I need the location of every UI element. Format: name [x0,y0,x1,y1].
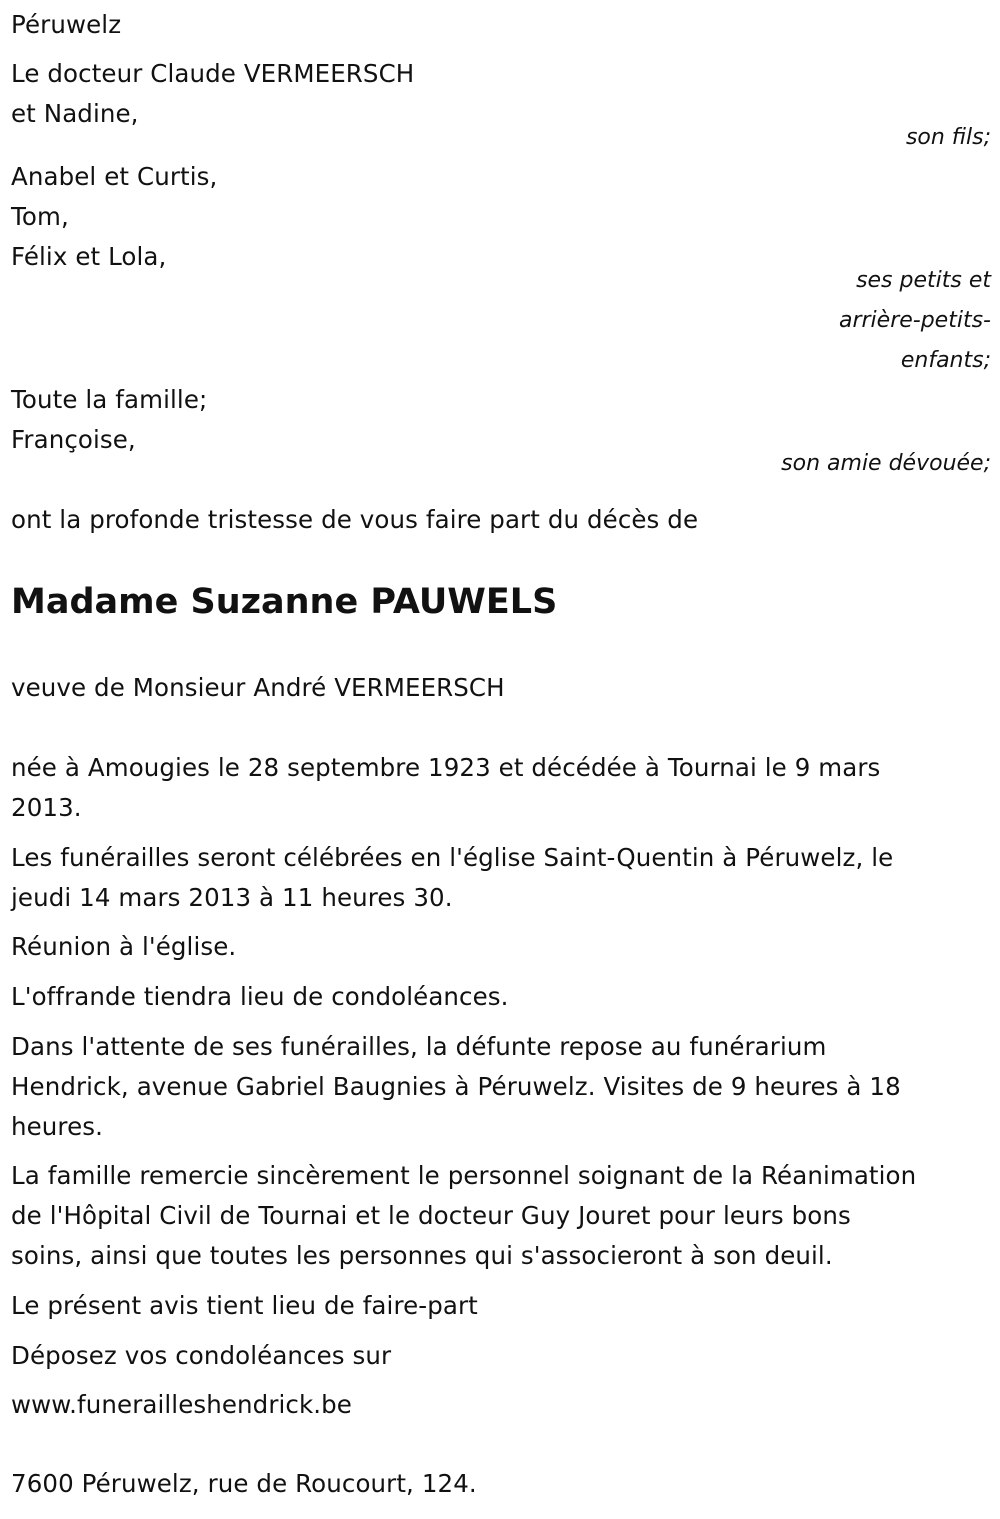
repose-line: Hendrick, avenue Gabriel Baugnies à Péruwelz. Visites de 9 heures à 18 [11,1072,901,1101]
thanks-line: de l'Hôpital Civil de Tournai et le docteur Guy Jouret pour leurs bons [11,1201,851,1230]
offering: L'offrande tiendra lieu de condoléances. [11,982,509,1011]
thanks-line: soins, ainsi que toutes les personnes qui s'associeront à son deuil. [11,1241,833,1270]
friend-name: Françoise, [11,425,136,454]
funeral-line: Les funérailles seront célébrées en l'église Saint-Quentin à Péruwelz, le [11,843,894,872]
grandchild-line: Tom, [11,202,69,231]
funeral-line: jeudi 14 mars 2013 à 11 heures 30. [11,883,453,912]
grandchild-line: Félix et Lola, [11,242,167,271]
son-line-1: Le docteur Claude VERMEERSCH [11,59,415,88]
birth-death-line: née à Amougies le 28 septembre 1923 et décédée à Tournai le 9 mars [11,753,881,782]
repose-line: heures. [11,1112,103,1141]
condolences-prompt: Déposez vos condoléances sur [11,1341,392,1370]
widow-of: veuve de Monsieur André VERMEERSCH [11,673,505,702]
meeting: Réunion à l'église. [11,932,237,961]
website-link[interactable]: www.funerailleshendrick.be [11,1390,352,1419]
town-heading: Péruwelz [11,10,122,39]
grandchildren-role-line: arrière-petits- [838,308,991,333]
birth-death-line: 2013. [11,793,82,822]
address: 7600 Péruwelz, rue de Roucourt, 124. [11,1469,477,1498]
friend-role: son amie dévouée; [781,451,991,476]
grandchild-line: Anabel et Curtis, [11,162,218,191]
son-role: son fils; [905,125,991,150]
whole-family: Toute la famille; [11,385,208,414]
announcement: ont la profonde tristesse de vous faire part du décès de [11,505,699,534]
grandchildren-role-line: ses petits et [856,268,991,293]
grandchildren-role-line: enfants; [900,348,991,373]
notice: Le présent avis tient lieu de faire-part [11,1291,478,1320]
deceased-name: Madame Suzanne PAUWELS [11,582,558,622]
son-line-2: et Nadine, [11,99,139,128]
repose-line: Dans l'attente de ses funérailles, la défunte repose au funérarium [11,1032,827,1061]
thanks-line: La famille remercie sincèrement le personnel soignant de la Réanimation [11,1161,917,1190]
